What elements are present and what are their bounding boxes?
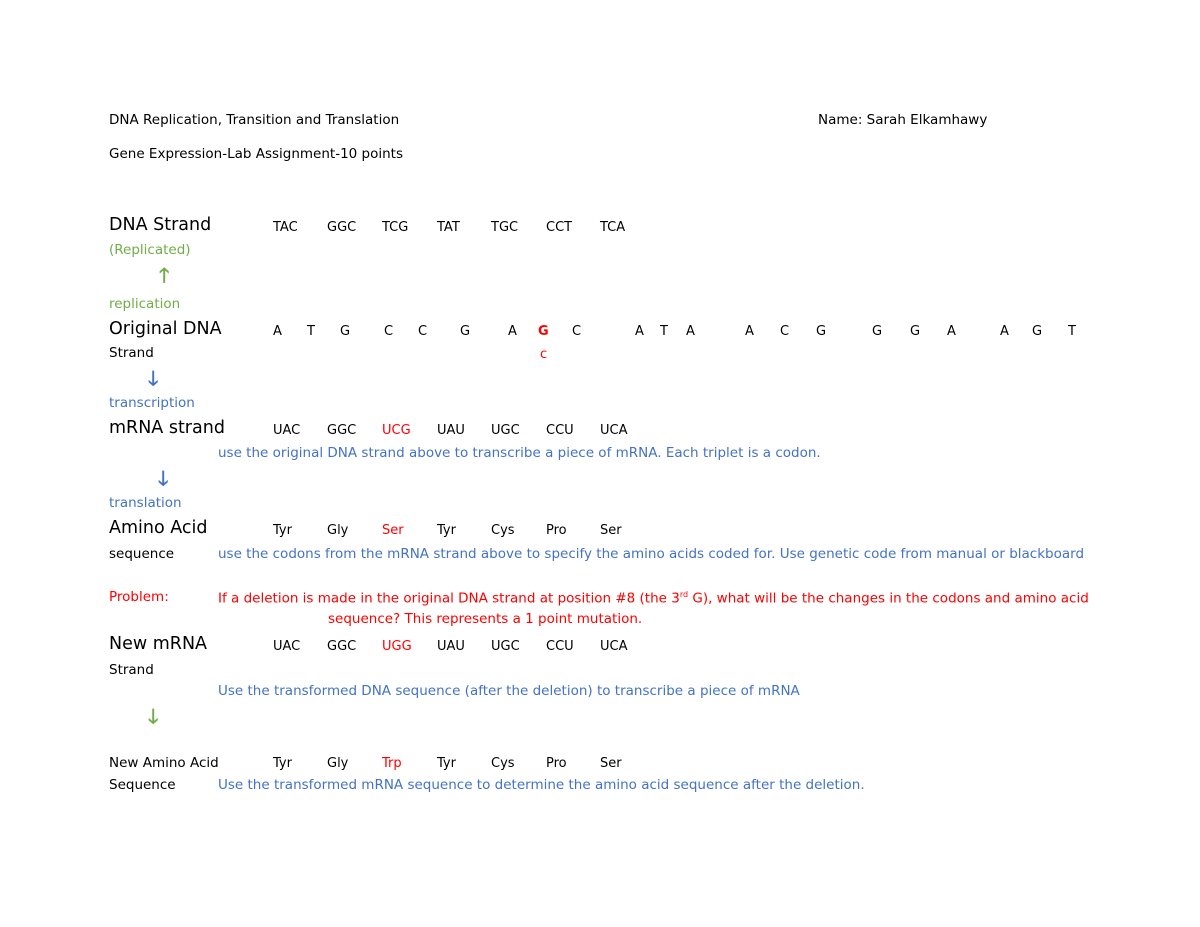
amino-acid: Ser [382, 523, 404, 538]
mrna-instruction: use the original DNA strand above to transcribe a piece of mRNA. Each triplet is a codon. [218, 445, 821, 461]
new-amino-acid: Trp [382, 756, 402, 771]
new-mrna-codon: UAC [273, 639, 301, 654]
dna-base: G [872, 324, 883, 339]
dna-codon: TCG [382, 220, 409, 235]
new-mrna-label-strand: Strand [109, 662, 154, 678]
dna-base: C [780, 324, 790, 339]
dna-base: A [947, 324, 956, 339]
dna-base: G [1032, 324, 1043, 339]
dna-base: T [307, 324, 315, 339]
dna-base: G [538, 324, 549, 339]
replicated-label: (Replicated) [109, 242, 191, 258]
amino-acid-label: Amino Acid [109, 518, 208, 538]
base-correction: c [540, 347, 548, 362]
new-amino-acid: Tyr [273, 756, 292, 771]
new-mrna-label: New mRNA [109, 634, 208, 654]
amino-acid: Pro [546, 523, 567, 538]
problem-text-line1 [218, 591, 1089, 606]
amino-acid: Cys [491, 523, 515, 538]
original-dna-label: Original DNA [109, 319, 222, 339]
down-arrow-icon: 🡓 [158, 466, 169, 490]
original-dna-label-strand: Strand [109, 345, 154, 361]
mrna-codon: UGC [491, 423, 520, 438]
problem-text-post: G), what will be the changes in the codons and amino acid [688, 590, 1089, 607]
problem-text-line2: sequence? This represents a 1 point mutation. [328, 611, 643, 627]
new-amino-acid-label: New Amino Acid [109, 755, 219, 771]
new-mrna-codon: CCU [546, 639, 574, 654]
new-mrna-codon: GGC [327, 639, 357, 654]
amino-acid: Tyr [437, 523, 456, 538]
student-name: Name: Sarah Elkamhawy [818, 112, 988, 128]
dna-base: T [1068, 324, 1076, 339]
dna-base: G [910, 324, 921, 339]
new-amino-acid: Tyr [437, 756, 456, 771]
dna-base: A [635, 324, 644, 339]
problem-text-sup: rd [679, 590, 689, 599]
dna-base: A [508, 324, 517, 339]
dna-base: G [816, 324, 827, 339]
amino-acid: Ser [600, 523, 622, 538]
amino-acid-instruction: use the codons from the mRNA strand above to specify the amino acids coded for. Use genetic code from manual or blackboard [218, 546, 1085, 562]
new-amino-acid-label-sequence: Sequence [109, 777, 176, 793]
dna-codon: TGC [491, 220, 519, 235]
new-mrna-codon: UAU [437, 639, 465, 654]
down-arrow-icon: 🡓 [148, 704, 159, 728]
dna-codon: TAT [437, 220, 460, 235]
dna-codon: GGC [327, 220, 357, 235]
mrna-codon: UCG [382, 423, 411, 438]
dna-strand-label: DNA Strand [109, 215, 212, 235]
mrna-codon: GGC [327, 423, 357, 438]
dna-codon: TCA [600, 220, 626, 235]
new-mrna-instruction: Use the transformed DNA sequence (after the deletion) to transcribe a piece of mRNA [218, 683, 800, 699]
new-mrna-codon: UGC [491, 639, 520, 654]
dna-base: G [460, 324, 471, 339]
transcription-label: transcription [109, 395, 195, 411]
mrna-strand-label: mRNA strand [109, 418, 225, 438]
dna-base: C [384, 324, 394, 339]
document-title: DNA Replication, Transition and Translation [109, 112, 400, 128]
dna-base: A [1000, 324, 1009, 339]
dna-base: C [572, 324, 582, 339]
new-amino-acid: Ser [600, 756, 622, 771]
new-amino-acid: Pro [546, 756, 567, 771]
new-amino-acid-instruction: Use the transformed mRNA sequence to determine the amino acid sequence after the deletion. [218, 777, 865, 793]
amino-acid: Gly [327, 523, 349, 538]
amino-acid: Tyr [273, 523, 292, 538]
dna-base: A [273, 324, 282, 339]
dna-base: G [340, 324, 351, 339]
new-mrna-codon: UCA [600, 639, 628, 654]
dna-base: C [418, 324, 428, 339]
amino-acid-label-sequence: sequence [109, 546, 175, 562]
new-amino-acid: Gly [327, 756, 349, 771]
mrna-codon: CCU [546, 423, 574, 438]
problem-label: Problem: [109, 589, 169, 605]
mrna-codon: UAC [273, 423, 301, 438]
new-amino-acid: Cys [491, 756, 515, 771]
down-arrow-icon: 🡓 [148, 366, 159, 390]
new-mrna-codon: UGG [382, 639, 412, 654]
problem-text-pre: If a deletion is made in the original DNA strand at position #8 (the 3 [218, 590, 680, 607]
translation-label: translation [109, 495, 182, 511]
mrna-codon: UAU [437, 423, 465, 438]
dna-base: A [745, 324, 754, 339]
assignment-subtitle: Gene Expression-Lab Assignment-10 points [109, 146, 404, 162]
up-arrow-icon: 🡑 [159, 263, 170, 287]
replication-label: replication [109, 296, 181, 312]
mrna-codon: UCA [600, 423, 628, 438]
dna-codon: TAC [273, 220, 298, 235]
dna-base: T [660, 324, 668, 339]
dna-codon: CCT [546, 220, 573, 235]
dna-base: A [686, 324, 695, 339]
